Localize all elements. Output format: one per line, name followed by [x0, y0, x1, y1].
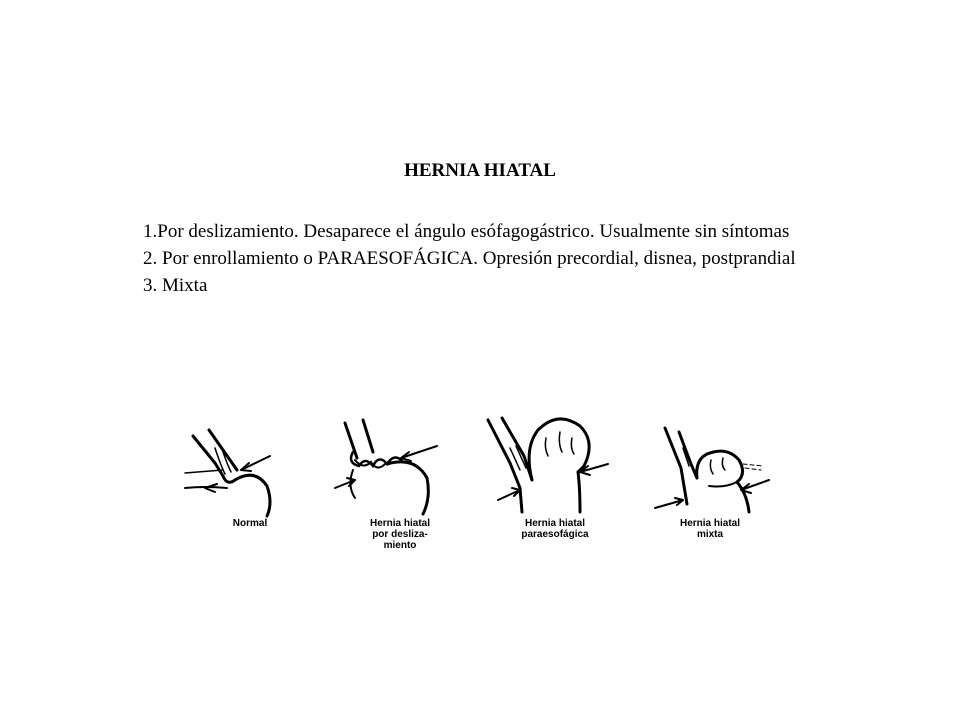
list-item-paraesofagica: 2. Por enrollamiento o PARAESOFÁGICA. Opresión precordial, disnea, postprandial	[143, 248, 796, 269]
panel-mixta	[635, 408, 785, 578]
normal-stomach-drawing	[175, 408, 325, 518]
caption-line: Hernia hiatal	[369, 518, 431, 529]
slide-title: HERNIA HIATAL	[404, 160, 556, 181]
caption-line: mixta	[696, 529, 724, 540]
caption-line: paraesofágica	[521, 529, 589, 540]
panel-deslizamiento	[325, 408, 475, 578]
list-item-deslizamiento: 1.Por deslizamiento. Desaparece el ángulo esófagogástrico. Usualmente sin síntomas	[143, 221, 790, 242]
caption-line: Hernia hiatal	[524, 518, 586, 529]
paraesophageal-hernia-drawing	[480, 408, 630, 518]
hernia-type-list	[143, 218, 839, 299]
panel-normal	[175, 408, 325, 578]
caption-line: Hernia hiatal	[679, 518, 741, 529]
caption-line: por desliza-	[372, 529, 428, 540]
caption-line: miento	[383, 540, 417, 551]
list-item-mixta: 3. Mixta	[143, 275, 208, 296]
caption-mixta	[635, 518, 785, 540]
sliding-hernia-drawing	[325, 408, 475, 518]
caption-line: Normal	[232, 518, 268, 529]
hernia-diagram-figure	[175, 408, 795, 578]
panel-paraesofagica	[480, 408, 630, 578]
mixed-hernia-drawing	[635, 408, 795, 518]
caption-deslizamiento	[325, 518, 475, 551]
caption-normal	[175, 518, 325, 529]
caption-paraesofagica	[480, 518, 630, 540]
